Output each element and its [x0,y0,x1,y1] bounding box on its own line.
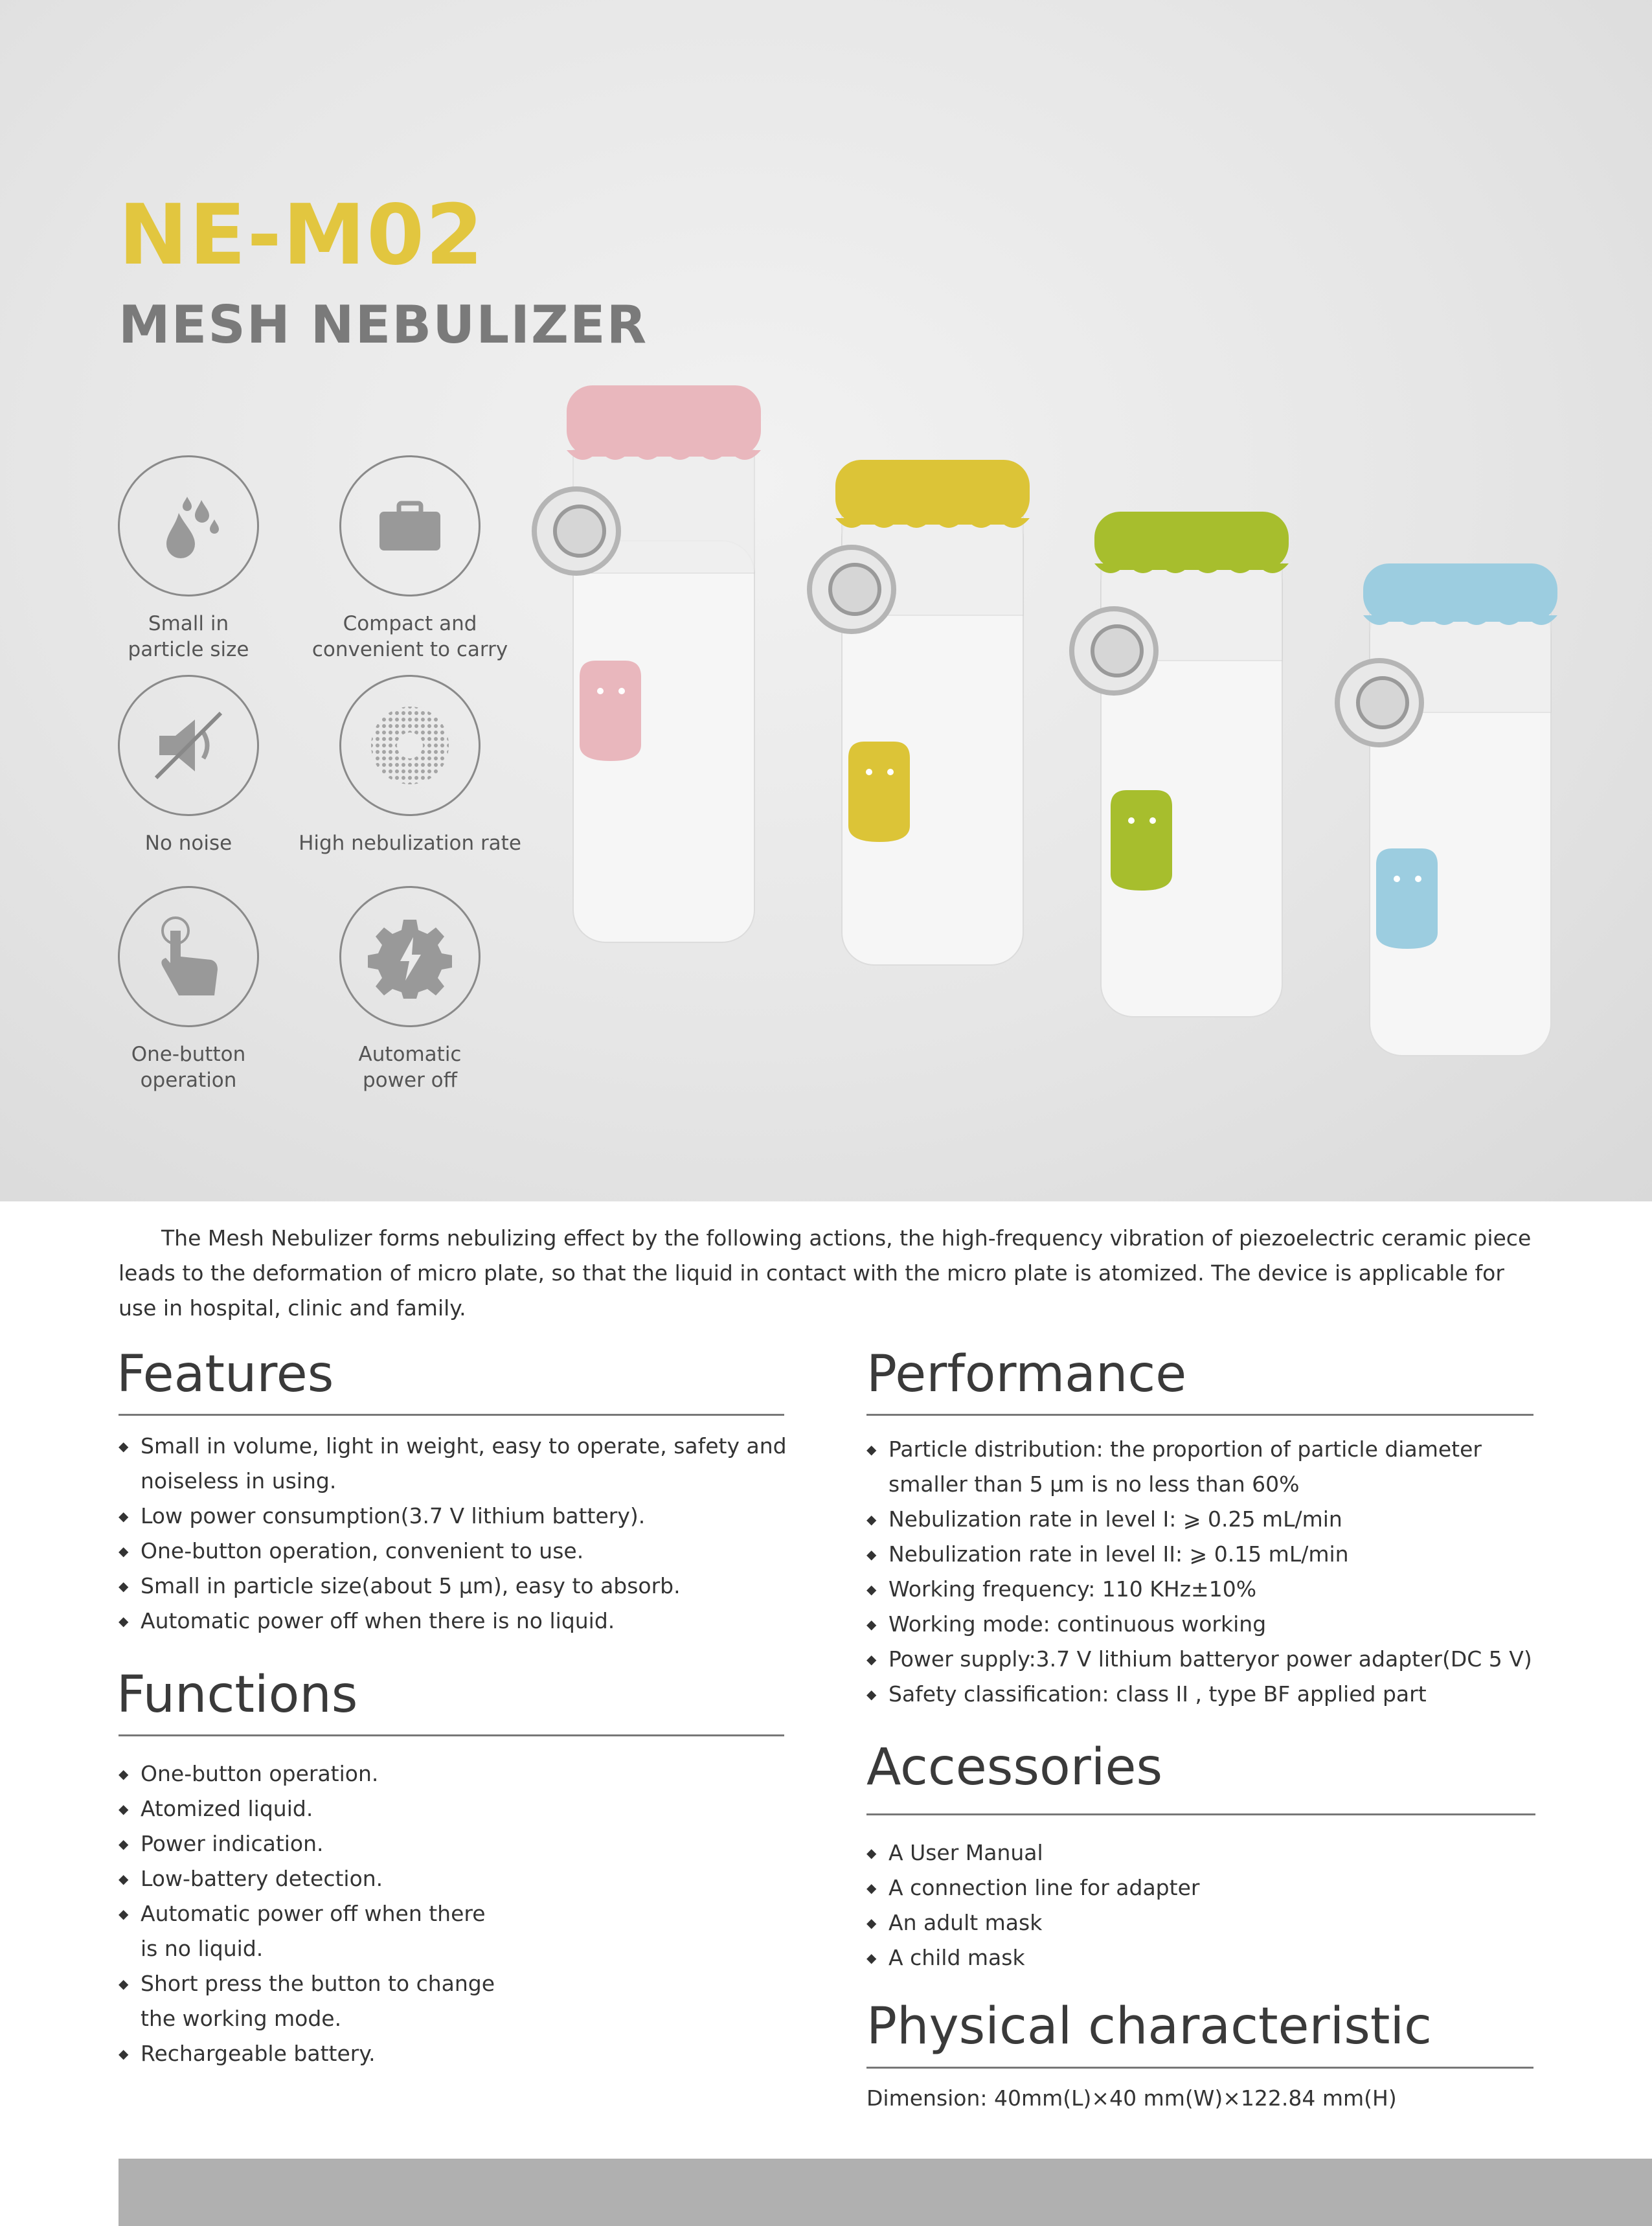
highlight-rate [293,675,526,856]
list-item: ◆ A User Manual [866,1835,1540,1870]
functions-list [119,1756,507,2071]
features-list [119,1429,805,1639]
nebulizer-pink [528,372,787,968]
list-item: ◆ Particle distribution: the proportion of particle diameter smaller than 5 µm is no less than 60% [866,1432,1540,1502]
list-item: ◆ Low-battery detection. [119,1861,507,1896]
list-item: ◆ One-button operation, convenient to use. [119,1534,805,1569]
highlight-particle-size [72,455,305,663]
list-item: ◆ Rechargeable battery. [119,2036,507,2071]
mesh-disc-icon [368,703,452,788]
list-item: ◆ One-button operation. [119,1756,507,1791]
footer-bar [119,2159,1652,2226]
dimension-text: Dimension: 40mm(L)×40 mm(W)×122.84 mm(H) [866,2085,1397,2111]
list-item: ◆ Working mode: continuous working [866,1607,1540,1642]
functions-title: Functions [117,1666,358,1724]
highlight-no-noise [72,675,305,856]
physical-divider [866,2067,1533,2069]
performance-list [866,1432,1540,1712]
functions-divider [119,1734,784,1736]
list-item: ◆ Low power consumption(3.7 V lithium battery). [119,1499,805,1534]
highlight-label: High nebulization rate [299,832,521,855]
intro-paragraph: The Mesh Nebulizer forms nebulizing effect by the following actions, the high-frequency vibration of piezoelectric ceramic piece leads to the deformation of micro plate, so that the liquid in contact with the micro plate is atomized. The device is applicable for use in hospital, clinic and family. [119,1225,1532,1321]
list-item: ◆ A connection line for adapter [866,1870,1540,1905]
list-item: ◆ Small in volume, light in weight, easy to operate, safety and noiseless in using. [119,1429,805,1499]
briefcase-icon [374,494,446,558]
finger-press-icon [150,911,227,1002]
list-item: ◆ Small in particle size(about 5 µm), easy to absorb. [119,1569,805,1604]
list-item: ◆ Power indication. [119,1826,507,1861]
highlight-portable [293,455,526,663]
mute-icon [146,703,231,788]
performance-title: Performance [866,1345,1187,1403]
physical-title: Physical characteristic [866,1997,1432,2056]
list-item: ◆ Safety classification: class II , type BF applied part [866,1677,1540,1712]
highlight-auto-off [293,886,526,1093]
accessories-list [866,1835,1540,1975]
list-item: ◆ Nebulization rate in level II: ⩾ 0.15 mL/min [866,1537,1540,1572]
list-item: ◆ Power supply:3.7 V lithium batteryor power adapter(DC 5 V) [866,1642,1540,1677]
performance-divider [866,1414,1533,1416]
gear-power-icon [368,914,452,999]
list-item: ◆ Nebulization rate in level I: ⩾ 0.25 mL/min [866,1502,1540,1537]
highlight-label: One-button operation [131,1043,246,1092]
features-title: Features [117,1345,334,1403]
highlight-label: Compact and convenient to carry [311,612,508,661]
features-divider [119,1414,784,1416]
accessories-title: Accessories [866,1738,1163,1797]
list-item: ◆ Atomized liquid. [119,1791,507,1826]
list-item: ◆ Automatic power off when there is no liquid. [119,1896,507,1966]
list-item: ◆ Working frequency: 110 KHz±10% [866,1572,1540,1607]
highlight-label: Small in particle size [128,612,249,661]
highlight-one-button [72,886,305,1093]
droplets-icon [150,487,227,565]
model-number: NE-M02 [119,187,485,284]
nebulizer-blue [1315,563,1574,1159]
nebulizer-green [1049,512,1308,1107]
list-item: ◆ An adult mask [866,1905,1540,1940]
list-item: ◆ Short press the button to change the working mode. [119,1966,507,2036]
highlight-label: Automatic power off [358,1043,462,1092]
accessories-divider [866,1813,1535,1815]
product-name: MESH NEBULIZER [119,295,648,355]
highlight-label: No noise [144,832,232,855]
list-item: ◆ A child mask [866,1940,1540,1975]
list-item: ◆ Automatic power off when there is no liquid. [119,1604,805,1639]
nebulizer-yellow [790,453,1049,1049]
